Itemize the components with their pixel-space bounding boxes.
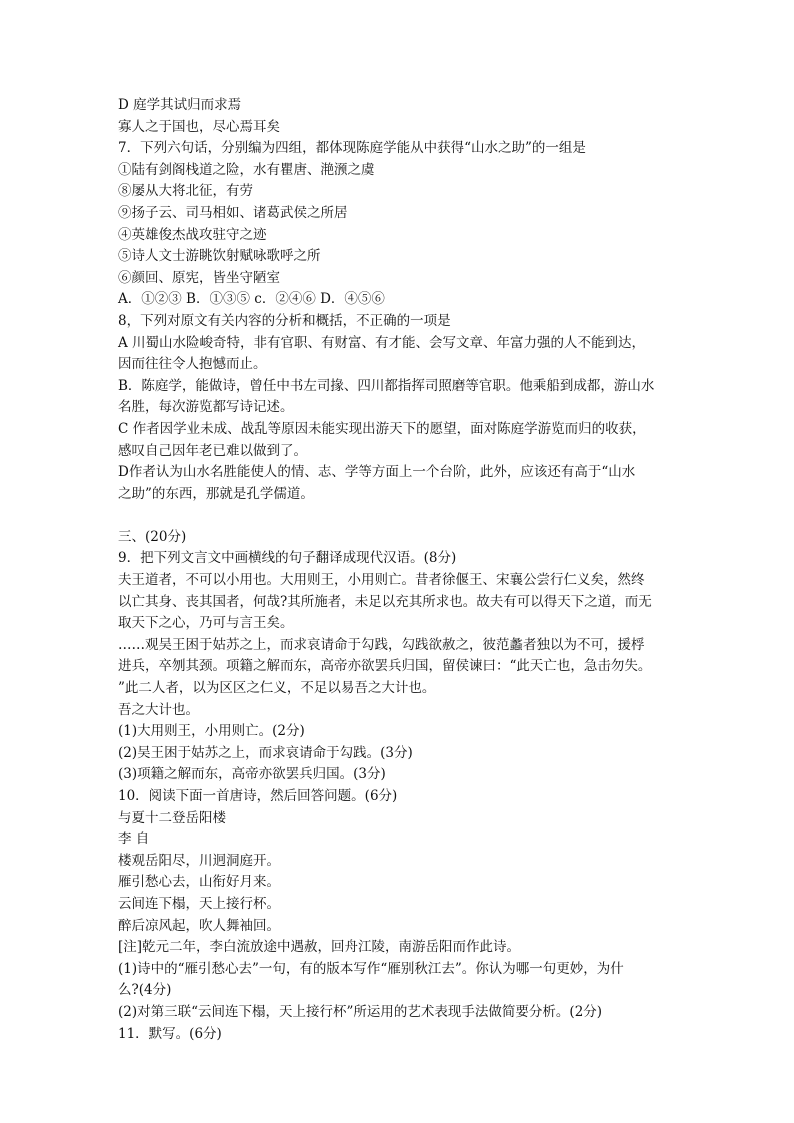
poem-note: [注]乾元二年，李白流放途中遇赦，回舟江陵，南游岳阳而作此诗。 — [118, 939, 521, 956]
translation-item-1: (1)大用则王，小用则亡。(2分) — [118, 723, 305, 740]
option-a: A 川蜀山水险峻奇特，非有官职、有财富、有才能、会写文章、年富力强的人不能到达， — [118, 334, 646, 351]
text-line: 寡人之于国也，尽心焉耳矣 — [118, 118, 280, 135]
question-7-options: A．①②③ B．①③⑤ c．②④⑥ D．④⑤⑥ — [118, 291, 385, 308]
passage-line: ”此二人者，以为区区之仁义，不足以易吾之大计也。 — [118, 680, 436, 697]
passage-line: 夫王道者，不可以小用也。大用则王，小用则亡。昔者徐偃王、宋襄公尝行仁义矣，然终 — [118, 572, 645, 589]
statement-6: ⑥颜回、原宪，皆坐守陋室 — [118, 269, 280, 286]
option-c: C 作者因学业未成、战乱等原因未能实现出游天下的愿望，面对陈庭学游览而归的收获， — [118, 420, 646, 437]
question-11-stem: 11．默写。(6分) — [118, 1025, 222, 1042]
poem-line: 楼观岳阳尽，川迥洞庭开。 — [118, 852, 280, 869]
option-a-cont: 因而往往令人抱憾而止。 — [118, 356, 267, 373]
section-3-heading: 三、(20分) — [118, 528, 187, 545]
option-c-cont: 感叹自己因年老已难以做到了。 — [118, 442, 307, 459]
question-10-1-cont: 么?(4分) — [118, 982, 172, 999]
blank-line — [118, 505, 678, 527]
poem-author: 李 自 — [118, 831, 150, 848]
poem-line: 云间连下榻，天上接行杯。 — [118, 895, 280, 912]
translation-item-3: (3)项籍之解而东，高帝亦欲罢兵归国。(3分) — [118, 766, 386, 783]
poem-line: 醉后凉风起，吹人舞袖回。 — [118, 917, 280, 934]
option-d-cont: 之助”的东西，那就是孔学儒道。 — [118, 485, 314, 502]
question-7-stem: 7．下列六句话，分别编为四组，都体现陈庭学能从中获得“山水之助”的一组是 — [118, 140, 586, 157]
statement-3: ⑨扬子云、司马相如、诸葛武侯之所居 — [118, 204, 348, 221]
question-9-stem: 9．把下列文言文中画横线的句子翻译成现代汉语。(8分) — [118, 550, 457, 567]
question-10-stem: 10．阅读下面一首唐诗，然后回答问题。(6分) — [118, 788, 398, 804]
question-8-stem: 8，下列对原文有关内容的分析和概括，不正确的一项是 — [118, 312, 451, 329]
statement-1: ①陆有剑阁栈道之险，水有瞿唐、滟滪之虞 — [118, 161, 375, 178]
translation-item-2: (2)吴王困于姑苏之上，而求哀请命于勾践。(3分) — [118, 744, 413, 761]
passage-line: ……观吴王困于姑苏之上，而求哀请命于勾践，勾践欲赦之，彼范蠡者独以为不可，援桴 — [118, 636, 645, 653]
option-b-cont: 名胜，每次游览都写诗记述。 — [118, 399, 294, 416]
passage-line: 以亡其身、丧其国者，何哉?其所施者，未足以充其所求也。故夫有可以得天下之道，而无 — [118, 593, 652, 610]
passage-line: 取天下之心，乃可与言王矣。 — [118, 615, 294, 632]
passage-line: 吾之大计也。 — [118, 701, 199, 718]
option-b: B．陈庭学，能做诗，曾任中书左司掾、四川都指挥司照磨等官职。他乘船到成都，游山水 — [118, 377, 655, 394]
question-10-1: (1)诗中的“雁引愁心去”一句，有的版本写作“雁别秋江去”。你认为哪一句更妙，为什 — [118, 960, 624, 977]
poem-title: 与夏十二登岳阳楼 — [118, 809, 226, 826]
document-body — [118, 95, 678, 1045]
statement-5: ⑤诗人文士游眺饮射赋咏歌呼之所 — [118, 248, 321, 265]
poem-line: 雁引愁心去，山衔好月来。 — [118, 874, 280, 891]
question-10-2: (2)对第三联“云间连下榻，天上接行杯”所运用的艺术表现手法做简要分析。(2分) — [118, 1003, 603, 1020]
text-line: D 庭学其试归而求焉 — [118, 97, 242, 113]
passage-line: 进兵，卒刎其颈。项籍之解而东，高帝亦欲罢兵归国，留侯谏曰：“此天亡也，急击勿失。 — [118, 658, 652, 675]
statement-4: ④英雄俊杰战攻驻守之迹 — [118, 226, 267, 243]
statement-2: ⑧屡从大将北征，有劳 — [118, 183, 253, 200]
option-d: D作者认为山水名胜能使人的情、志、学等方面上一个台阶，此外，应该还有高于“山水 — [118, 464, 636, 481]
